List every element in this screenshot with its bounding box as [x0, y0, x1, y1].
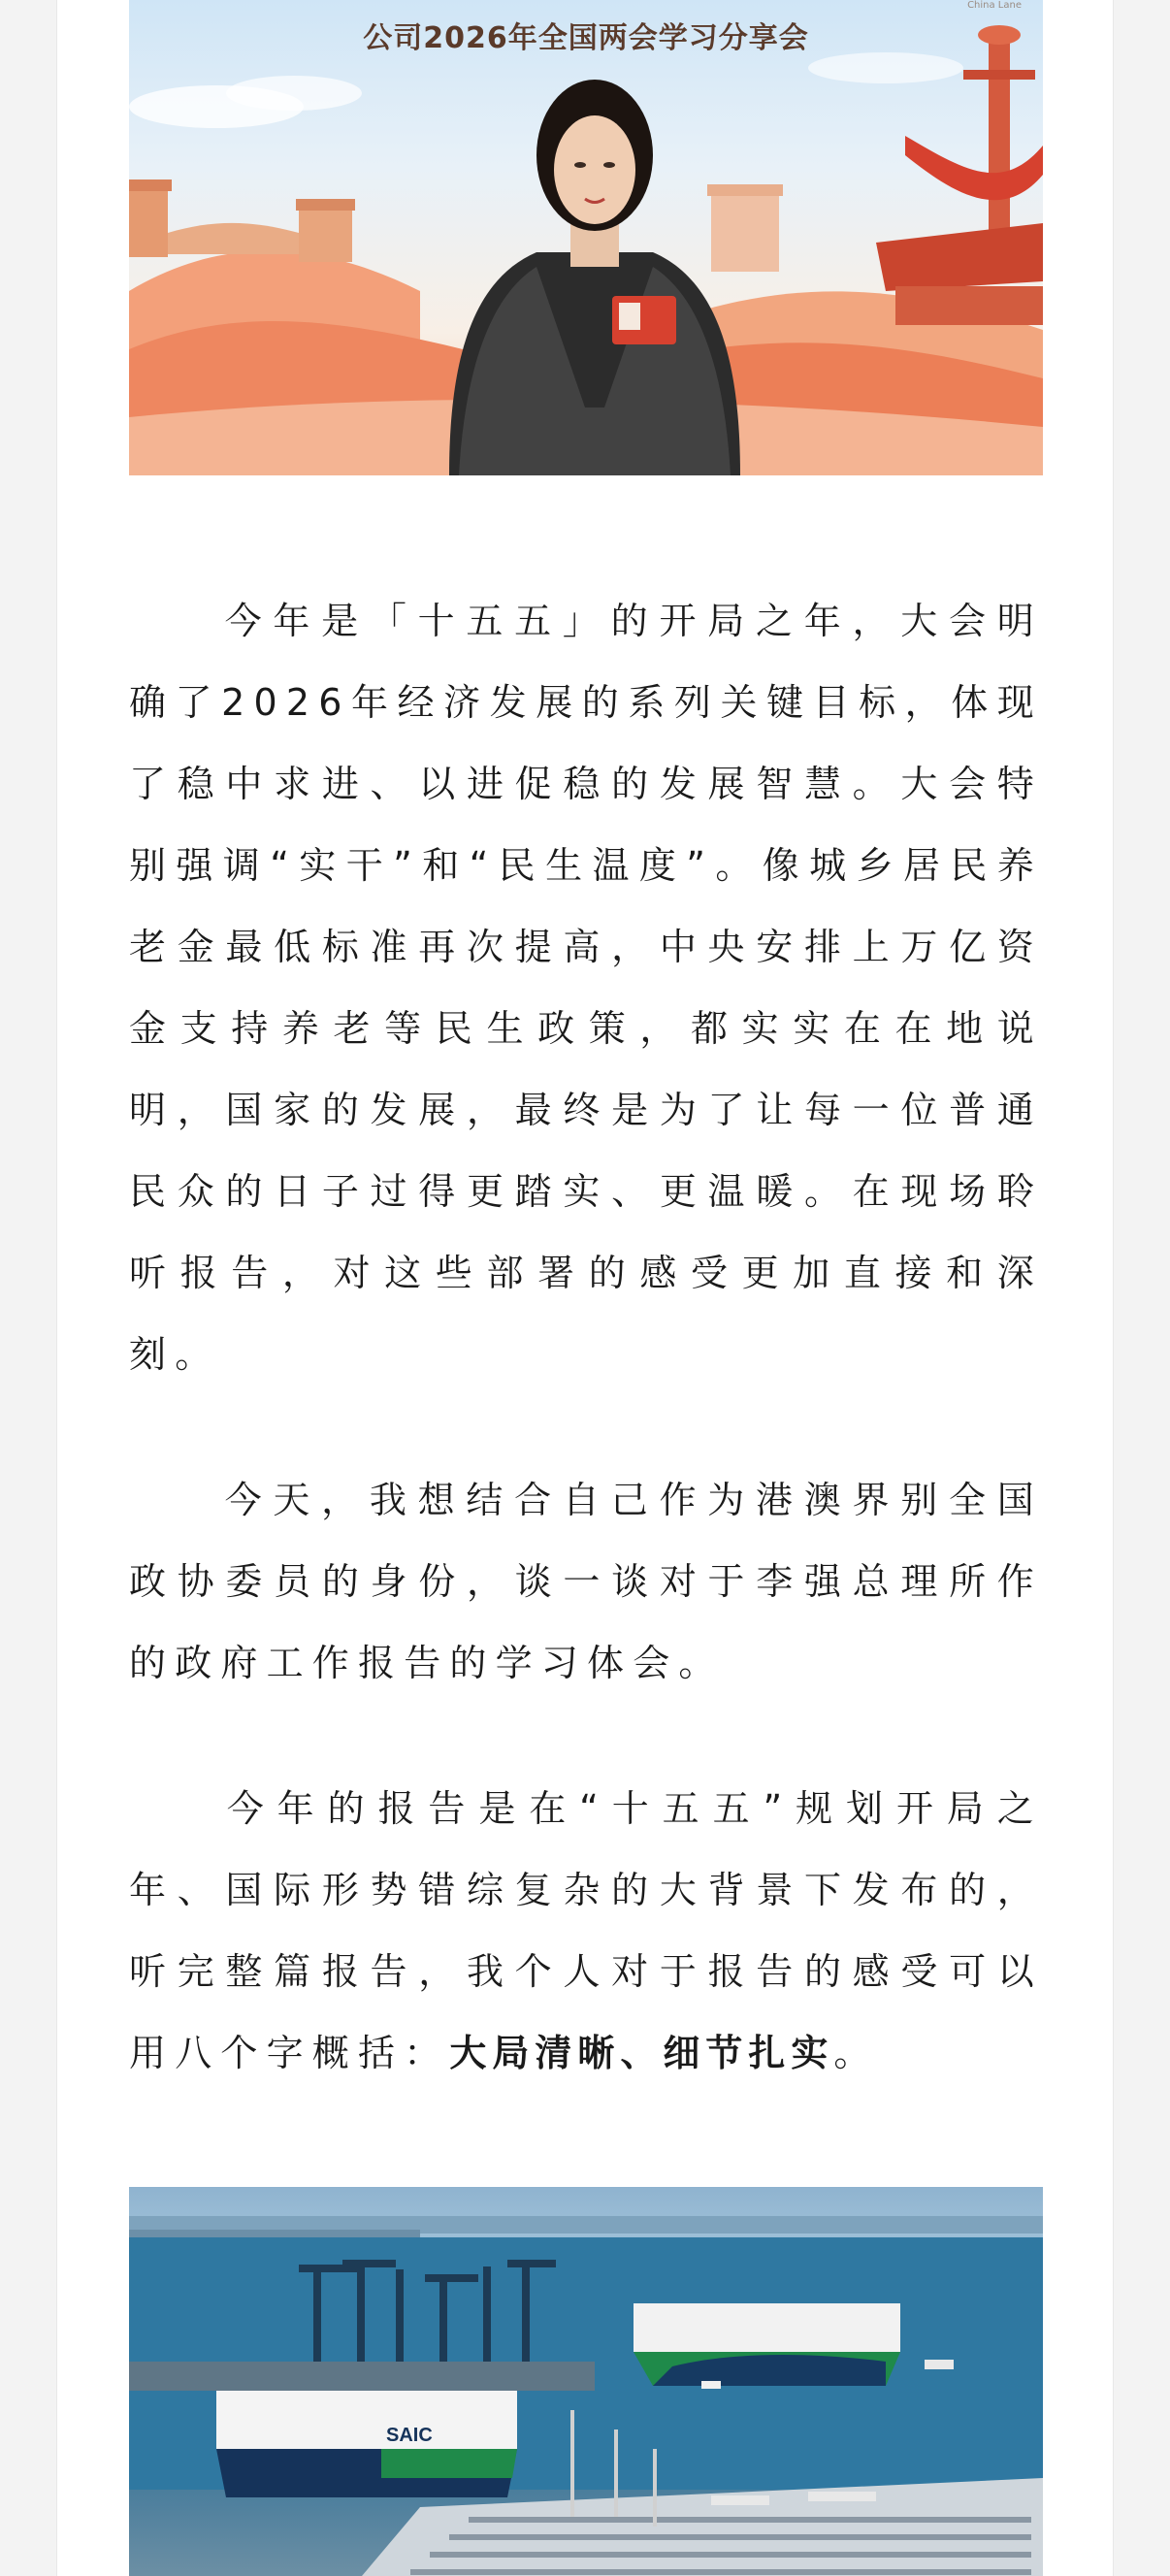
banner-title: 公司2026年全国两会学习分享会 [363, 21, 809, 55]
port-illustration [129, 2187, 1043, 2576]
paragraph-3-text: 今年的报告是在“十五五”规划开局之年、国际形势错综复杂的大背景下发布的，听完整篇报告，我个人对于报告的感受可以用八个字概括： [129, 1787, 1043, 2074]
banner-corner-text: China Lane [967, 0, 1022, 11]
paragraph-2-text: 今天，我想结合自己作为港澳界别全国政协委员的身份，谈一谈对于李强总理所作的政府工作报告的学习体会。 [129, 1479, 1043, 1684]
article-content [129, 0, 1043, 2576]
paragraph-1-text: 今年是「十五五」的开局之年，大会明确了2026年经济发展的系列关键目标，体现了稳中求进、以进促稳的发展智慧。大会特别强调“实干”和“民生温度”。像城乡居民养老金最低标准再次提高，中央安排上万亿资金支持养老等民生政策，都实实在在地说明，国家的发展，最终是为了让每一位普通民众的日子过得更踏实、更温暖。在现场聆听报告，对这些部署的感受更加直接和深刻。 [129, 600, 1043, 1376]
paragraph-1 [129, 580, 1043, 1395]
banner-image [129, 0, 1043, 475]
ship-label: SAIC [386, 2425, 433, 2446]
banner-illustration [129, 0, 1043, 475]
article-page [56, 0, 1114, 2576]
paragraph-3-emphasis: 大局清晰、细节扎实 [449, 2032, 834, 2074]
paragraph-2 [129, 1459, 1043, 1704]
paragraph-3-end: 。 [833, 2032, 880, 2074]
paragraph-3 [129, 1768, 1043, 2094]
port-image [129, 2187, 1043, 2576]
